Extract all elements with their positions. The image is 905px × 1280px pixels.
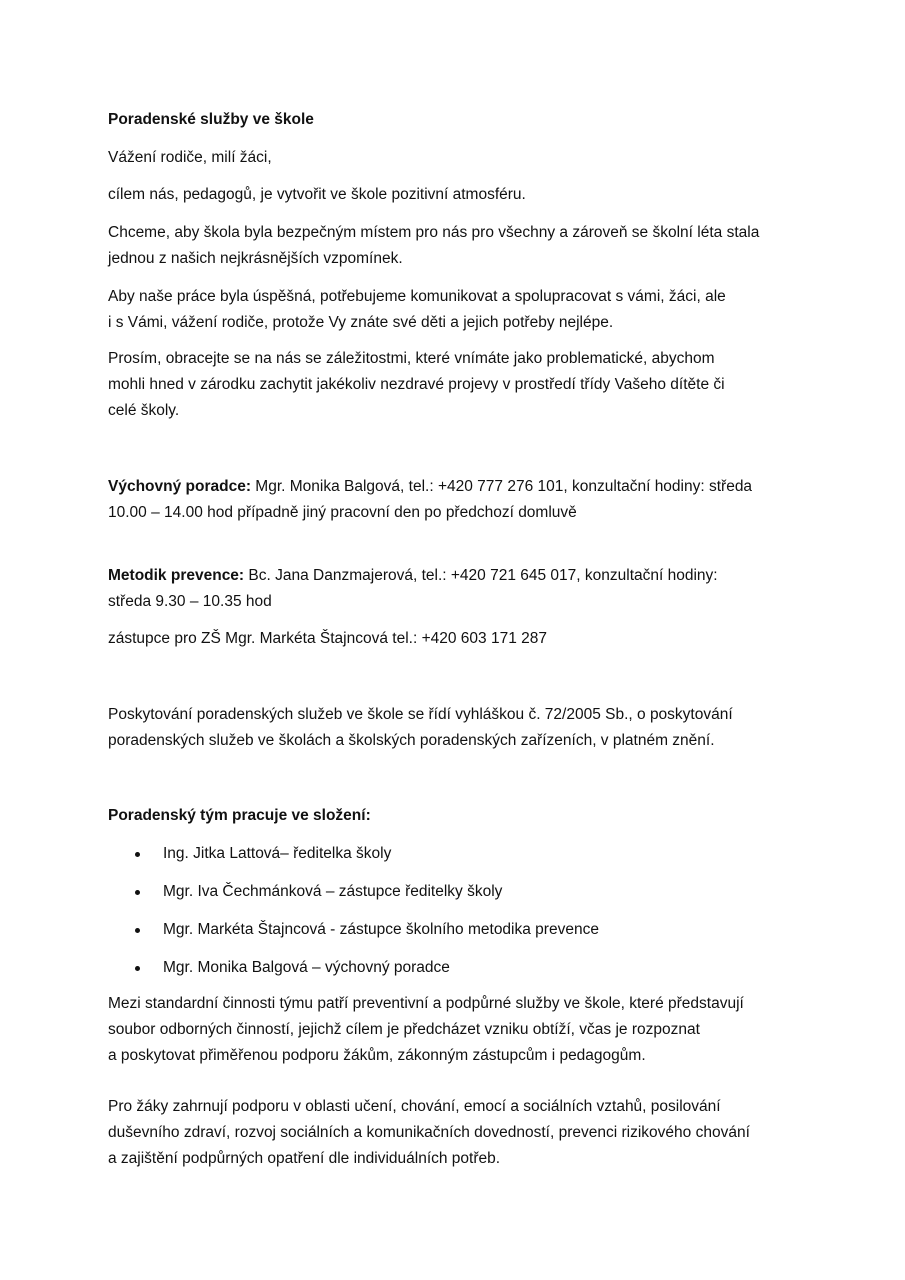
paragraph-line: i s Vámi, vážení rodiče, protože Vy znáte své děti a jejich potřeby nejlépe. [108, 314, 614, 331]
team-member: Mgr. Markéta Štajncová - zástupce školního metodika prevence [163, 921, 599, 938]
bullet-icon [135, 852, 140, 857]
paragraph-line: Poskytování poradenských služeb ve škole se řídí vyhláškou č. 72/2005 Sb., o poskytování [108, 706, 733, 723]
list-item [108, 955, 808, 993]
list-item [108, 841, 808, 879]
list-item [108, 879, 808, 917]
request-paragraph [108, 346, 808, 424]
bullet-icon [135, 890, 140, 895]
prevention-label: Metodik prevence: [108, 567, 245, 584]
prevention-details: Bc. Jana Danzmajerová, tel.: +420 721 645 017, konzultační hodiny: [244, 567, 718, 584]
counselor-label: Výchovný poradce: [108, 478, 251, 495]
bullet-icon [135, 966, 140, 971]
paragraph-line: Aby naše práce byla úspěšná, potřebujeme komunikovat a spolupracovat s vámi, žáci, ale [108, 288, 726, 305]
paragraph-line: poradenských služeb ve školách a školských poradenských zařízeních, v platném znění. [108, 732, 715, 749]
counselor-contact [108, 474, 808, 526]
bullet-icon [135, 928, 140, 933]
paragraph-line [108, 474, 808, 500]
paragraph-line: soubor odborných činností, jejichž cílem je předcházet vzniku obtíží, včas je rozpoznat [108, 1021, 700, 1038]
paragraph-line: středa 9.30 – 10.35 hod [108, 593, 272, 610]
greeting: Vážení rodiče, milí žáci, [108, 149, 272, 166]
cooperation-paragraph [108, 284, 808, 336]
counselor-details: Mgr. Monika Balgová, tel.: +420 777 276 101, konzultační hodiny: středa [251, 478, 753, 495]
pupils-paragraph [108, 1094, 808, 1172]
paragraph-line: 10.00 – 14.00 hod případně jiný pracovní den po předchozí domluvě [108, 504, 577, 521]
paragraph-line: jednou z našich nejkrásnějších vzpomínek. [108, 250, 403, 267]
team-heading: Poradenský tým pracuje ve složení: [108, 807, 371, 824]
team-member: Mgr. Iva Čechmánková – zástupce ředitelky školy [163, 883, 503, 900]
paragraph-line [108, 563, 808, 589]
team-member: Ing. Jitka Lattová– ředitelka školy [163, 845, 392, 862]
paragraph-line: a zajištění podpůrných opatření dle individuálních potřeb. [108, 1150, 501, 1167]
prevention-contact [108, 563, 808, 615]
paragraph-line: duševního zdraví, rozvoj sociálních a komunikačních dovedností, prevenci rizikového chování [108, 1124, 750, 1141]
paragraph-line: Mezi standardní činnosti týmu patří preventivní a podpůrné služby ve škole, které představují [108, 995, 744, 1012]
paragraph-line: Chceme, aby škola byla bezpečným místem pro nás pro všechny a zároveň se školní léta stala [108, 224, 760, 241]
deputy-contact: zástupce pro ZŠ Mgr. Markéta Štajncová tel.: +420 603 171 287 [108, 630, 547, 647]
activities-paragraph [108, 991, 808, 1069]
intro-paragraph: cílem nás, pedagogů, je vytvořit ve škole pozitivní atmosféru. [108, 186, 526, 203]
team-list [108, 841, 808, 993]
paragraph-line: Prosím, obracejte se na nás se záležitostmi, které vnímáte jako problematické, abychom [108, 350, 715, 367]
paragraph-line: Pro žáky zahrnují podporu v oblasti učení, chování, emocí a sociálních vztahů, posilování [108, 1098, 721, 1115]
regulation-paragraph [108, 702, 808, 754]
paragraph-line: celé školy. [108, 402, 180, 419]
paragraph-line: mohli hned v zárodku zachytit jakékoliv nezdravé projevy v prostředí třídy Vašeho dítěte či [108, 376, 725, 393]
list-item [108, 917, 808, 955]
team-member: Mgr. Monika Balgová – výchovný poradce [163, 959, 450, 976]
page-title: Poradenské služby ve škole [108, 111, 314, 128]
safety-paragraph [108, 220, 808, 272]
paragraph-line: a poskytovat přiměřenou podporu žákům, zákonným zástupcům i pedagogům. [108, 1047, 646, 1064]
